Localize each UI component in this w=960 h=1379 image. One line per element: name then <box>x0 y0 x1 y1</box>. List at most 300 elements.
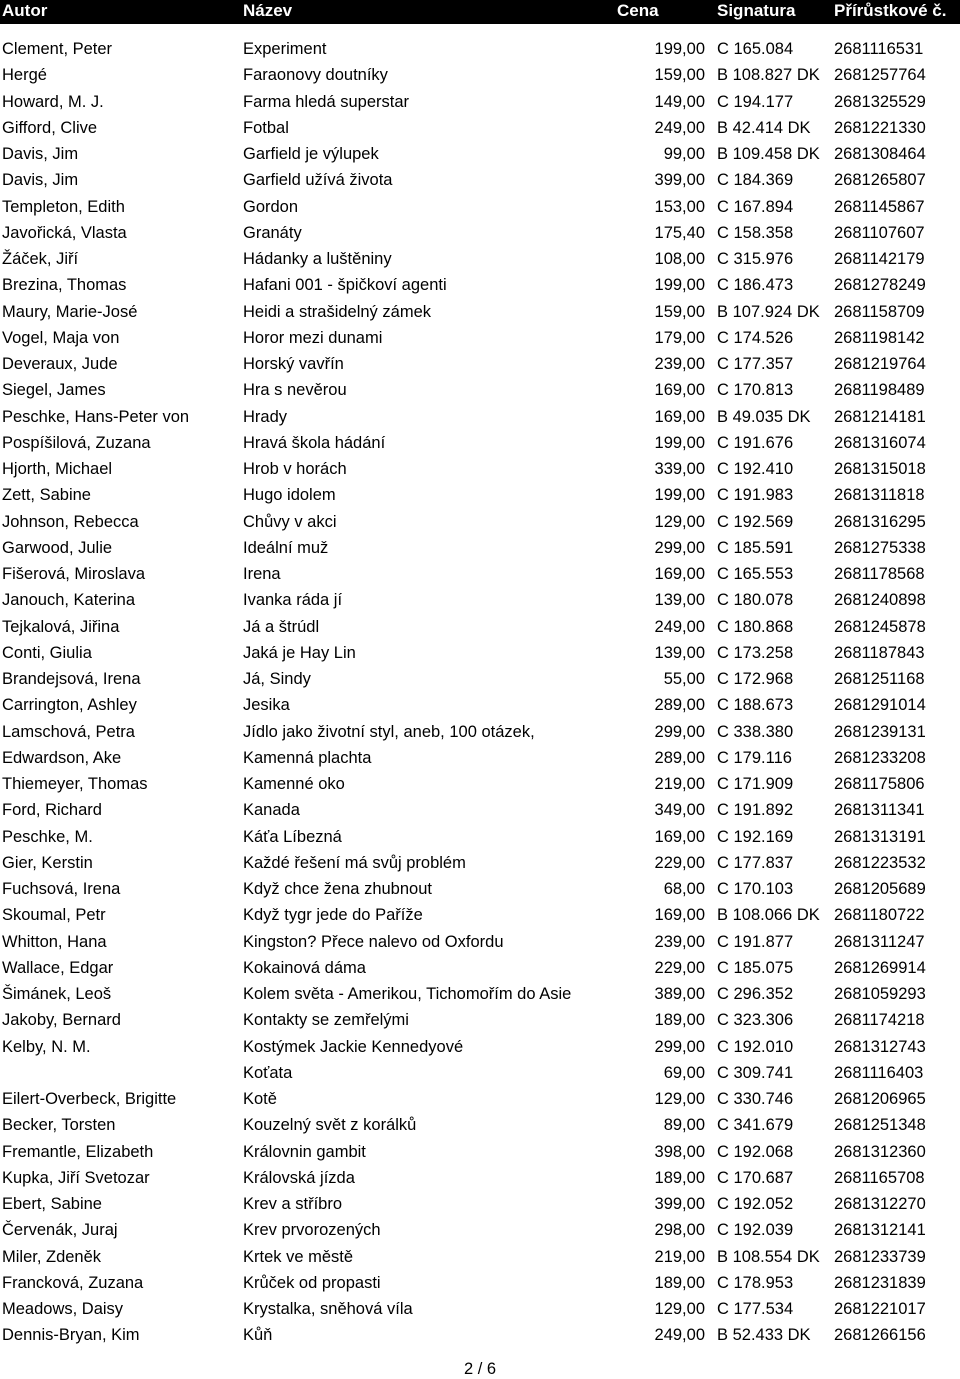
cell-autor: Dennis-Bryan, Kim <box>2 1326 140 1345</box>
table-row <box>0 404 960 430</box>
cell-autor: Skoumal, Petr <box>2 906 106 925</box>
table-row <box>0 246 960 272</box>
cell-cena: 349,00 <box>654 801 705 820</box>
table-row <box>0 745 960 771</box>
cell-prirustek: 2681316295 <box>834 512 926 531</box>
header-nazev: Název <box>243 1 293 20</box>
cell-cena: 199,00 <box>654 433 705 452</box>
cell-autor: Thiemeyer, Thomas <box>2 775 148 793</box>
cell-nazev: Horský vavřín <box>243 355 344 373</box>
cell-signatura: C 180.078 <box>717 591 794 610</box>
cell-signatura: C 191.983 <box>717 486 794 505</box>
cell-autor: Fišerová, Miroslava <box>2 565 146 583</box>
table-body <box>0 36 960 1349</box>
cell-cena: 189,00 <box>654 1011 705 1030</box>
table-row <box>0 902 960 928</box>
cell-autor: Brandejsová, Irena <box>2 670 141 688</box>
cell-nazev: Královnin gambit <box>243 1142 366 1161</box>
cell-signatura: C 170.103 <box>717 880 794 898</box>
cell-nazev: Garfield je výlupek <box>243 145 379 163</box>
cell-signatura: C 341.679 <box>717 1116 794 1135</box>
table-row <box>0 1139 960 1165</box>
cell-nazev: Irena <box>243 565 281 583</box>
cell-autor: Whitton, Hana <box>2 932 107 951</box>
cell-cena: 199,00 <box>654 40 705 58</box>
cell-nazev: Kostýmek Jackie Kennedyové <box>243 1037 464 1056</box>
cell-nazev: Kontakty se zemřelými <box>243 1011 409 1030</box>
cell-prirustek: 2681291014 <box>834 696 926 715</box>
cell-autor: Howard, M. J. <box>2 92 104 111</box>
cell-cena: 249,00 <box>654 1326 705 1345</box>
cell-autor: Templeton, Edith <box>2 197 125 216</box>
cell-nazev: Kamenná plachta <box>243 748 372 767</box>
cell-nazev: Krev prvorozených <box>243 1221 381 1240</box>
cell-prirustek: 2681158709 <box>834 302 925 321</box>
cell-cena: 199,00 <box>654 276 705 295</box>
table-row <box>0 587 960 613</box>
cell-signatura: C 173.258 <box>717 643 794 662</box>
cell-cena: 129,00 <box>654 512 705 531</box>
cell-nazev: Já, Sindy <box>243 670 311 688</box>
cell-autor: Davis, Jim <box>2 171 79 190</box>
cell-cena: 175,40 <box>654 223 705 242</box>
cell-nazev: Heidi a strašidelný zámek <box>243 302 431 321</box>
cell-cena: 249,00 <box>654 617 705 636</box>
cell-autor: Maury, Marie-José <box>2 302 138 321</box>
cell-autor: Francková, Zuzana <box>2 1273 144 1292</box>
cell-signatura: C 177.534 <box>717 1300 794 1318</box>
table-row <box>0 1007 960 1033</box>
table-row <box>0 1086 960 1112</box>
cell-autor: Fuchsová, Irena <box>2 880 121 898</box>
cell-nazev: Kokainová dáma <box>243 958 366 977</box>
cell-autor: Clement, Peter <box>2 40 113 58</box>
cell-prirustek: 2681142179 <box>834 250 925 268</box>
cell-nazev: Když tygr jede do Paříže <box>243 906 423 925</box>
cell-signatura: C 192.052 <box>717 1195 794 1213</box>
cell-signatura: C 323.306 <box>717 1011 794 1030</box>
cell-signatura: C 185.075 <box>717 958 794 977</box>
cell-autor: Carrington, Ashley <box>2 696 137 715</box>
cell-cena: 169,00 <box>654 381 705 400</box>
cell-signatura: C 165.553 <box>717 565 794 583</box>
cell-signatura: C 171.909 <box>717 775 794 793</box>
table-row <box>0 430 960 456</box>
cell-prirustek: 2681145867 <box>834 197 925 216</box>
cell-prirustek: 2681251168 <box>834 670 925 688</box>
cell-prirustek: 2681312743 <box>834 1037 926 1056</box>
cell-signatura: C 330.746 <box>717 1090 794 1108</box>
cell-prirustek: 2681165708 <box>834 1168 925 1187</box>
cell-cena: 89,00 <box>663 1116 705 1135</box>
cell-nazev: Když chce žena zhubnout <box>243 880 432 898</box>
cell-autor: Meadows, Daisy <box>2 1300 124 1318</box>
cell-prirustek: 2681315018 <box>834 460 926 478</box>
cell-autor: Kelby, N. M. <box>2 1037 91 1056</box>
table-row <box>0 1112 960 1138</box>
table-row <box>0 955 960 981</box>
table-row <box>0 640 960 666</box>
cell-signatura: C 186.473 <box>717 276 794 295</box>
cell-cena: 69,00 <box>663 1063 705 1082</box>
cell-nazev: Jaká je Hay Lin <box>243 643 356 662</box>
cell-nazev: Experiment <box>243 40 327 58</box>
cell-signatura: C 174.526 <box>717 328 794 347</box>
cell-signatura: C 192.169 <box>717 827 794 846</box>
cell-autor: Janouch, Katerina <box>2 591 136 610</box>
cell-cena: 219,00 <box>654 775 705 793</box>
cell-prirustek: 2681175806 <box>834 775 925 793</box>
cell-prirustek: 2681187843 <box>834 643 925 662</box>
cell-prirustek: 2681231839 <box>834 1273 926 1292</box>
table-row <box>0 509 960 535</box>
cell-prirustek: 2681265807 <box>834 171 926 190</box>
table-row <box>0 456 960 482</box>
cell-nazev: Horor mezi dunami <box>243 328 383 347</box>
cell-signatura: C 191.892 <box>717 801 794 820</box>
cell-signatura: C 192.410 <box>717 460 794 478</box>
cell-nazev: Já a štrúdl <box>243 617 320 636</box>
cell-cena: 139,00 <box>654 643 705 662</box>
cell-signatura: C 180.868 <box>717 617 794 636</box>
cell-nazev: Faraonovy doutníky <box>243 66 388 85</box>
cell-cena: 169,00 <box>654 906 705 925</box>
table-row <box>0 1244 960 1270</box>
cell-nazev: Koťata <box>243 1063 293 1082</box>
cell-cena: 299,00 <box>654 722 705 741</box>
cell-autor: Pospíšilová, Zuzana <box>2 433 151 452</box>
table-row <box>0 692 960 718</box>
cell-autor: Červenák, Juraj <box>2 1221 118 1240</box>
header-signatura: Signatura <box>717 1 796 20</box>
cell-prirustek: 2681316074 <box>834 433 926 452</box>
cell-nazev: Gordon <box>243 197 299 216</box>
cell-autor: Šimánek, Leoš <box>2 985 112 1003</box>
cell-cena: 169,00 <box>654 827 705 846</box>
cell-cena: 153,00 <box>654 197 705 216</box>
cell-nazev: Hrady <box>243 407 288 426</box>
cell-nazev: Ideální muž <box>243 538 329 557</box>
table-row <box>0 824 960 850</box>
cell-prirustek: 2681178568 <box>834 565 925 583</box>
cell-cena: 108,00 <box>654 250 705 268</box>
cell-prirustek: 2681116403 <box>834 1063 924 1082</box>
cell-prirustek: 2681312360 <box>834 1142 926 1161</box>
cell-nazev: Chůvy v akci <box>243 512 337 531</box>
cell-autor: Zett, Sabine <box>2 486 91 505</box>
cell-autor: Gifford, Clive <box>2 118 98 137</box>
table-row <box>0 1165 960 1191</box>
cell-cena: 219,00 <box>654 1247 705 1266</box>
cell-signatura: C 338.380 <box>717 722 794 741</box>
cell-signatura: B 49.035 DK <box>717 407 811 426</box>
cell-autor: Ford, Richard <box>2 801 102 820</box>
cell-signatura: C 179.116 <box>717 748 792 767</box>
table-row <box>0 1270 960 1296</box>
cell-autor: Deveraux, Jude <box>2 355 118 373</box>
cell-nazev: Ivanka ráda jí <box>243 591 343 610</box>
cell-signatura: C 158.358 <box>717 223 794 242</box>
cell-signatura: C 309.741 <box>717 1063 794 1082</box>
cell-prirustek: 2681325529 <box>834 92 926 111</box>
table-row <box>0 325 960 351</box>
cell-nazev: Hra s nevěrou <box>243 381 347 400</box>
cell-autor: Brezina, Thomas <box>2 276 127 295</box>
cell-prirustek: 2681266156 <box>834 1326 926 1345</box>
cell-cena: 149,00 <box>654 92 705 111</box>
cell-signatura: C 167.894 <box>717 197 794 216</box>
table-row <box>0 89 960 115</box>
cell-prirustek: 2681257764 <box>834 66 926 85</box>
table-row <box>0 771 960 797</box>
cell-autor: Miler, Zdeněk <box>2 1247 102 1266</box>
header-prirustkove: Přírůstkové č. <box>834 1 947 20</box>
cell-cena: 129,00 <box>654 1090 705 1108</box>
table-row <box>0 141 960 167</box>
cell-nazev: Kanada <box>243 801 300 820</box>
header-cena: Cena <box>617 1 659 20</box>
cell-cena: 139,00 <box>654 591 705 610</box>
cell-cena: 229,00 <box>654 958 705 977</box>
cell-signatura: C 177.837 <box>717 853 794 872</box>
cell-prirustek: 2681311341 <box>834 801 925 820</box>
cell-prirustek: 2681205689 <box>834 880 926 898</box>
cell-prirustek: 2681311818 <box>834 486 925 505</box>
table-row <box>0 1296 960 1322</box>
table-row <box>0 1217 960 1243</box>
cell-prirustek: 2681269914 <box>834 958 926 977</box>
cell-nazev: Hafani 001 - špičkoví agenti <box>243 276 447 295</box>
cell-prirustek: 2681214181 <box>834 407 926 426</box>
cell-signatura: C 177.357 <box>717 355 794 373</box>
table-row <box>0 194 960 220</box>
table-row <box>0 561 960 587</box>
cell-prirustek: 2681116531 <box>834 40 924 58</box>
cell-signatura: C 194.177 <box>717 92 794 111</box>
cell-autor: Gier, Kerstin <box>2 853 93 872</box>
cell-nazev: Hravá škola hádání <box>243 433 386 452</box>
header-autor: Autor <box>2 1 48 20</box>
table-row <box>0 666 960 692</box>
cell-signatura: B 108.827 DK <box>717 66 820 85</box>
cell-cena: 299,00 <box>654 1037 705 1056</box>
cell-cena: 189,00 <box>654 1273 705 1292</box>
cell-prirustek: 2681107607 <box>834 223 925 242</box>
cell-autor: Tejkalová, Jiřina <box>2 617 120 636</box>
cell-signatura: B 107.924 DK <box>717 302 820 321</box>
table-row <box>0 719 960 745</box>
cell-nazev: Hádanky a luštěniny <box>243 250 392 268</box>
cell-nazev: Kingston? Přece nalevo od Oxfordu <box>243 932 504 951</box>
cell-autor: Jakoby, Bernard <box>2 1011 121 1030</box>
cell-nazev: Jesika <box>243 696 290 715</box>
cell-cena: 179,00 <box>654 328 705 347</box>
cell-autor: Peschke, Hans-Peter von <box>2 407 190 426</box>
table-row <box>0 535 960 561</box>
cell-prirustek: 2681180722 <box>834 906 925 925</box>
cell-signatura: C 172.968 <box>717 670 794 688</box>
cell-cena: 159,00 <box>654 66 705 85</box>
cell-nazev: Káťa Líbezná <box>243 827 342 846</box>
cell-autor: Javořická, Vlasta <box>2 223 127 242</box>
cell-autor: Hjorth, Michael <box>2 460 113 478</box>
cell-cena: 55,00 <box>663 670 705 688</box>
cell-cena: 249,00 <box>654 118 705 137</box>
table-row <box>0 1191 960 1217</box>
cell-signatura: C 192.068 <box>717 1142 794 1161</box>
cell-signatura: C 185.591 <box>717 538 794 557</box>
cell-nazev: Krystalka, sněhová víla <box>243 1300 413 1318</box>
cell-autor: Conti, Giulia <box>2 643 92 662</box>
cell-nazev: Krev a stříbro <box>243 1195 343 1213</box>
table-row <box>0 929 960 955</box>
table-row <box>0 377 960 403</box>
table-header <box>0 0 960 24</box>
cell-prirustek: 2681313191 <box>834 827 926 846</box>
cell-cena: 239,00 <box>654 932 705 951</box>
cell-nazev: Kouzelný svět z korálků <box>243 1116 417 1135</box>
cell-autor: Eilert-Overbeck, Brigitte <box>2 1090 177 1108</box>
page-number: 2 / 6 <box>463 1360 497 1378</box>
table-row <box>0 797 960 823</box>
cell-autor: Lamschová, Petra <box>2 722 135 741</box>
table-row <box>0 167 960 193</box>
cell-signatura: C 315.976 <box>717 250 794 268</box>
cell-prirustek: 2681221017 <box>834 1300 926 1318</box>
cell-signatura: C 192.569 <box>717 512 794 531</box>
cell-prirustek: 2681311247 <box>834 932 925 951</box>
cell-nazev: Jídlo jako životní styl, aneb, 100 otázek, <box>243 722 535 741</box>
cell-cena: 229,00 <box>654 853 705 872</box>
cell-autor: Žáček, Jiří <box>2 250 79 268</box>
cell-prirustek: 2681251348 <box>834 1116 926 1135</box>
cell-autor: Wallace, Edgar <box>2 958 114 977</box>
table-row <box>0 272 960 298</box>
table-row <box>0 115 960 141</box>
cell-nazev: Každé řešení má svůj problém <box>243 853 466 872</box>
table-row <box>0 876 960 902</box>
table-row <box>0 614 960 640</box>
cell-nazev: Kotě <box>243 1090 277 1108</box>
cell-cena: 398,00 <box>654 1142 705 1161</box>
cell-cena: 289,00 <box>654 696 705 715</box>
cell-cena: 339,00 <box>654 460 705 478</box>
table-row <box>0 62 960 88</box>
cell-signatura: C 170.687 <box>717 1168 794 1187</box>
cell-signatura: C 191.877 <box>717 932 794 951</box>
cell-cena: 99,00 <box>663 145 705 163</box>
cell-prirustek: 2681308464 <box>834 145 926 163</box>
table-row <box>0 1322 960 1348</box>
cell-autor: Davis, Jim <box>2 145 79 163</box>
table-row <box>0 299 960 325</box>
table-row <box>0 351 960 377</box>
cell-prirustek: 2681233208 <box>834 748 926 767</box>
cell-signatura: B 108.554 DK <box>717 1247 820 1266</box>
table-row <box>0 1034 960 1060</box>
cell-cena: 169,00 <box>654 565 705 583</box>
cell-prirustek: 2681240898 <box>834 591 926 610</box>
cell-cena: 189,00 <box>654 1168 705 1187</box>
table-row <box>0 1060 960 1086</box>
cell-cena: 399,00 <box>654 1195 705 1213</box>
cell-nazev: Fotbal <box>243 118 289 137</box>
cell-prirustek: 2681312270 <box>834 1195 926 1213</box>
table-row <box>0 220 960 246</box>
cell-signatura: C 165.084 <box>717 40 794 58</box>
cell-autor: Fremantle, Elizabeth <box>2 1142 154 1161</box>
cell-signatura: C 296.352 <box>717 985 794 1003</box>
cell-cena: 129,00 <box>654 1300 705 1318</box>
cell-signatura: C 191.676 <box>717 433 794 452</box>
cell-nazev: Hugo idolem <box>243 486 336 505</box>
cell-prirustek: 2681059293 <box>834 985 926 1003</box>
cell-signatura: B 52.433 DK <box>717 1326 811 1345</box>
table-row <box>0 482 960 508</box>
cell-nazev: Hrob v horách <box>243 460 347 478</box>
cell-prirustek: 2681174218 <box>834 1011 925 1030</box>
cell-nazev: Krtek ve městě <box>243 1247 354 1266</box>
cell-cena: 159,00 <box>654 302 705 321</box>
cell-autor: Becker, Torsten <box>2 1116 116 1135</box>
table-row <box>0 850 960 876</box>
cell-cena: 289,00 <box>654 748 705 767</box>
cell-nazev: Královská jízda <box>243 1168 355 1187</box>
table-row <box>0 981 960 1007</box>
cell-cena: 399,00 <box>654 171 705 190</box>
cell-autor: Peschke, M. <box>2 827 93 846</box>
cell-cena: 389,00 <box>654 985 705 1003</box>
cell-cena: 199,00 <box>654 486 705 505</box>
cell-autor: Johnson, Rebecca <box>2 512 139 531</box>
cell-autor: Kupka, Jiří Svetozar <box>2 1168 150 1187</box>
cell-autor: Siegel, James <box>2 381 106 400</box>
cell-signatura: C 184.369 <box>717 171 794 190</box>
cell-nazev: Farma hledá superstar <box>243 92 409 111</box>
cell-prirustek: 2681312141 <box>834 1221 926 1240</box>
cell-autor: Ebert, Sabine <box>2 1195 102 1213</box>
cell-prirustek: 2681198142 <box>834 328 925 347</box>
cell-nazev: Kamenné oko <box>243 775 345 793</box>
cell-prirustek: 2681278249 <box>834 276 926 295</box>
cell-nazev: Granáty <box>243 223 302 242</box>
cell-cena: 239,00 <box>654 355 705 373</box>
cell-signatura: C 192.039 <box>717 1221 794 1240</box>
cell-prirustek: 2681198489 <box>834 381 925 400</box>
cell-signatura: B 109.458 DK <box>717 145 820 163</box>
cell-prirustek: 2681206965 <box>834 1090 926 1108</box>
cell-signatura: B 42.414 DK <box>717 118 811 137</box>
cell-prirustek: 2681245878 <box>834 617 926 636</box>
cell-autor: Hergé <box>2 66 47 85</box>
cell-nazev: Krůček od propasti <box>243 1273 381 1292</box>
cell-signatura: B 108.066 DK <box>717 906 820 925</box>
cell-nazev: Kolem světa - Amerikou, Tichomořím do Asie <box>243 985 572 1003</box>
cell-autor: Garwood, Julie <box>2 538 113 557</box>
cell-signatura: C 192.010 <box>717 1037 794 1056</box>
cell-autor: Vogel, Maja von <box>2 328 120 347</box>
cell-prirustek: 2681239131 <box>834 722 926 741</box>
cell-cena: 68,00 <box>663 880 705 898</box>
cell-nazev: Garfield užívá života <box>243 171 393 190</box>
cell-signatura: C 188.673 <box>717 696 794 715</box>
table-row <box>0 36 960 62</box>
cell-prirustek: 2681221330 <box>834 118 926 137</box>
cell-cena: 298,00 <box>654 1221 705 1240</box>
cell-autor: Edwardson, Ake <box>2 748 122 767</box>
cell-cena: 299,00 <box>654 538 705 557</box>
cell-signatura: C 178.953 <box>717 1273 794 1292</box>
